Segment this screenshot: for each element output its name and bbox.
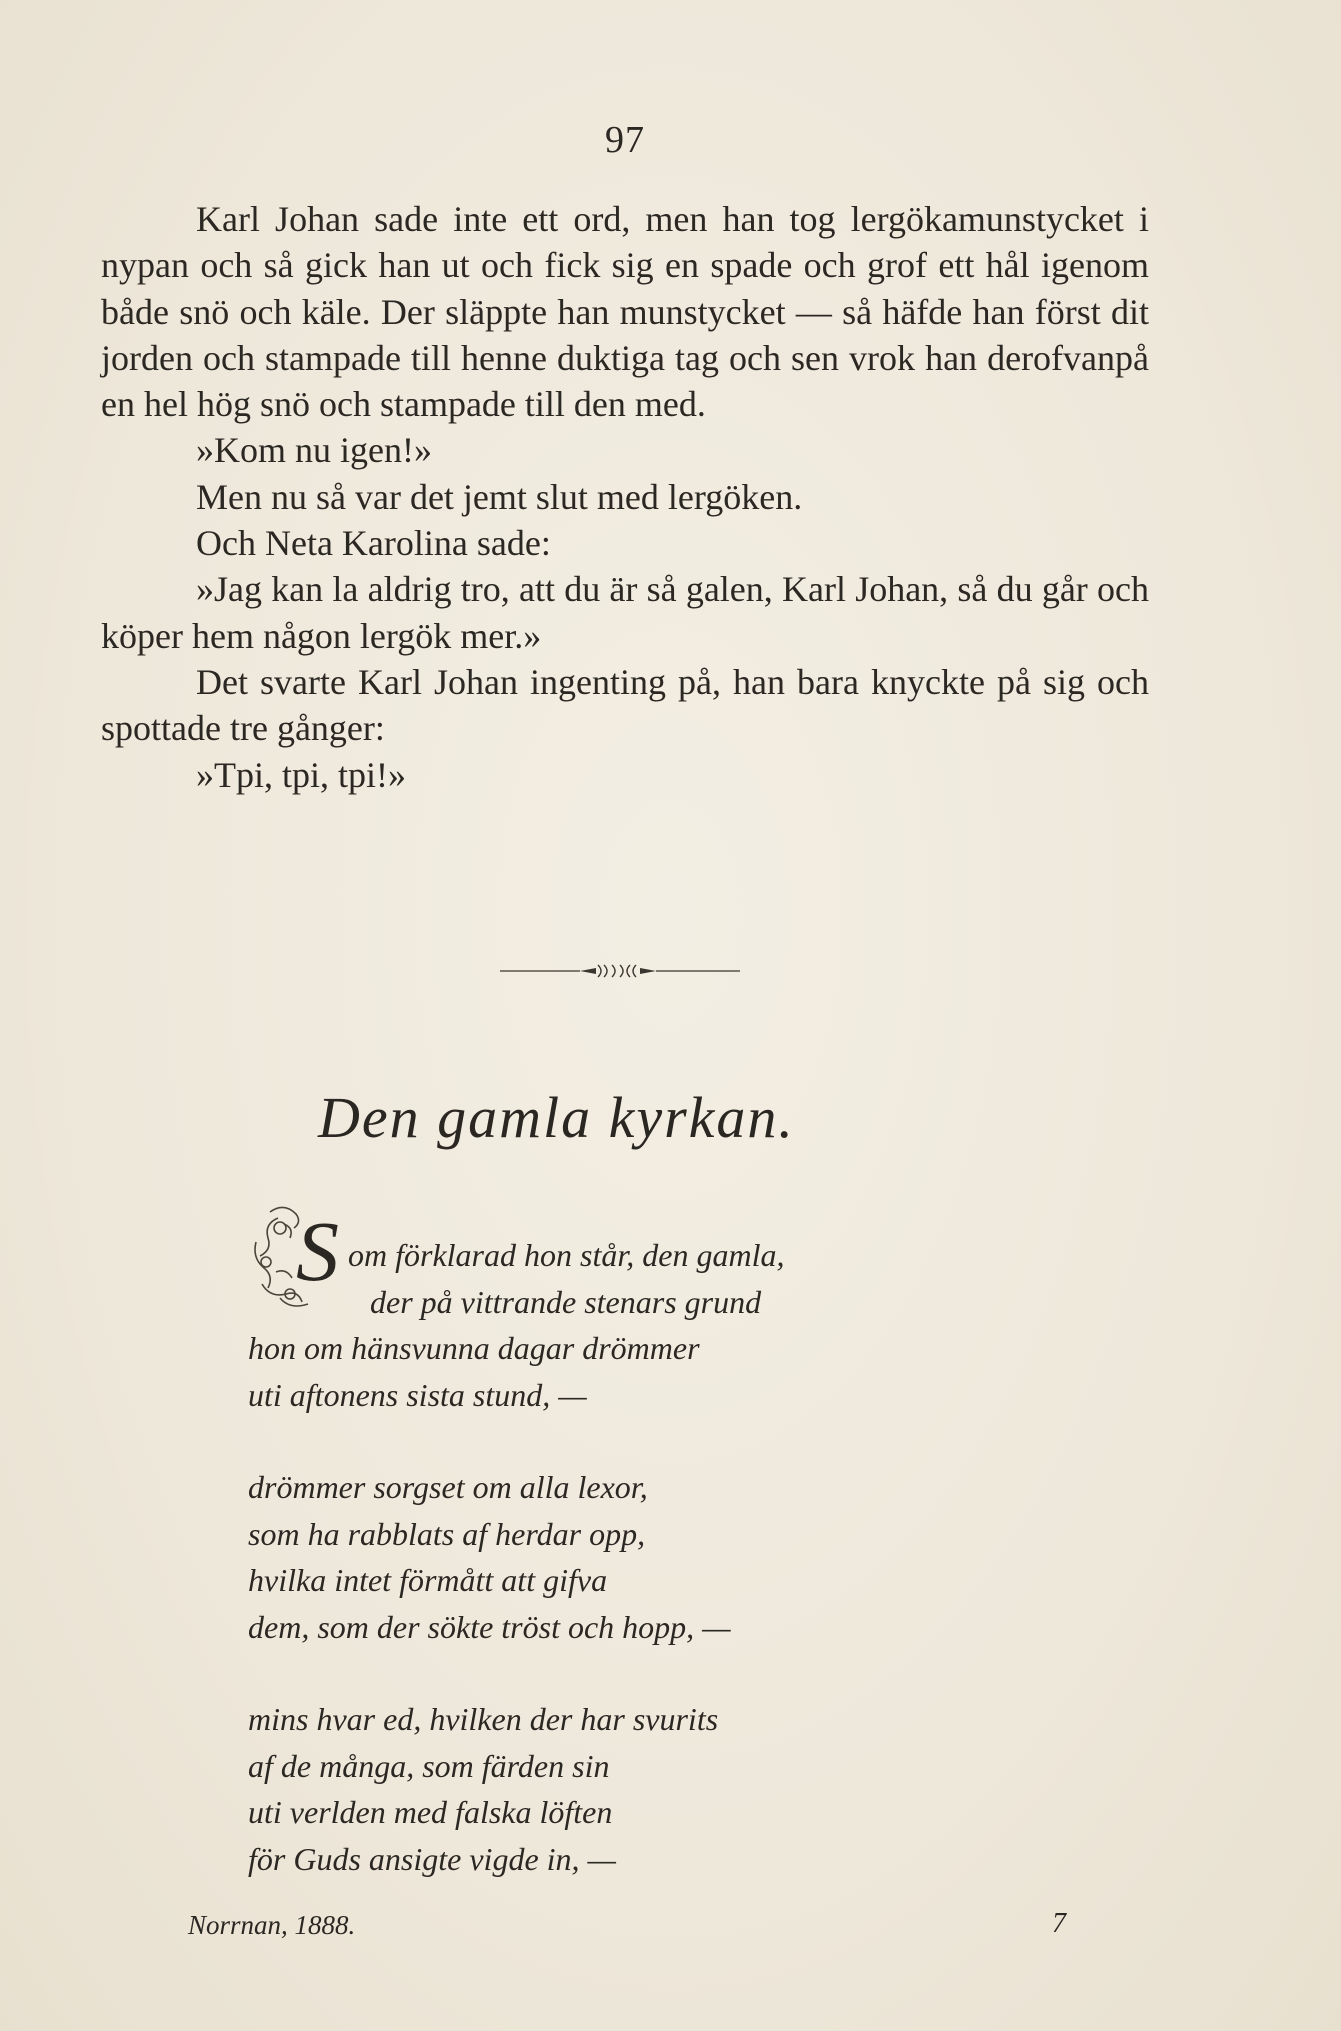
stanza-2 [248,1464,1048,1650]
signature-mark: Norrnan, 1888. [188,1910,356,1940]
poem-line: om förklarad hon står, den gamla, [348,1237,785,1273]
paragraph-7: »Tpi, tpi, tpi!» [196,754,406,795]
stanza-3 [248,1696,1048,1882]
paragraph-4: Och Neta Karolina sade: [196,523,551,564]
section-divider-ornament [500,956,740,986]
poem-title: Den gamla kyrkan. [318,1085,795,1150]
prose-section [101,196,1149,798]
sheet-signature: 7 [1052,1908,1066,1939]
paragraph-2: »Kom nu igen!» [196,430,432,471]
paragraph-1: Karl Johan sade inte ett ord, men han tog lergökamunstycket i nypan och så gick han ut och fick sig en spade och grof ett hål igenom både snö och käle. Der släppte han munstycket — så häfde han först dit jorden och stampade till henne duktiga tag och sen vrok han derofvanpå en hel hög snö och stampade till den med. [101,199,1149,425]
poem-line: der på vittrande stenars grund [370,1283,762,1320]
poem-line: dem, som der sökte tröst och hopp, — [248,1608,731,1645]
poem-body [248,1232,1048,1928]
stanza-1 [248,1232,1048,1418]
paragraph-6: Det svarte Karl Johan ingenting på, han bara knyckte på sig och spottade tre gånger: [101,661,1149,749]
page-number: 97 [605,119,645,161]
poem-line: hvilka intet förmått att gifva [248,1562,608,1598]
initial-letter: S [296,1203,339,1299]
poem-line: af de många, som färden sin [248,1747,610,1784]
poem-line: uti aftonens sista stund, — [248,1376,587,1413]
poem-line: mins hvar ed, hvilken der har svurits [248,1701,719,1737]
poem-line: drömmer sorgset om alla lexor, [248,1469,648,1505]
poem-line: som ha rabblats af herdar opp, [248,1515,646,1552]
paragraph-5: »Jag kan la aldrig tro, att du är så galen, Karl Johan, så du går och köper hem någon lergök mer.» [101,569,1149,656]
paragraph-3: Men nu så var det jemt slut med lergöken. [196,476,803,517]
poem-line: hon om hänsvunna dagar drömmer [248,1330,700,1366]
poem-line: för Guds ansigte vigde in, — [248,1840,616,1877]
poem-line: uti verlden med falska löften [248,1794,613,1830]
